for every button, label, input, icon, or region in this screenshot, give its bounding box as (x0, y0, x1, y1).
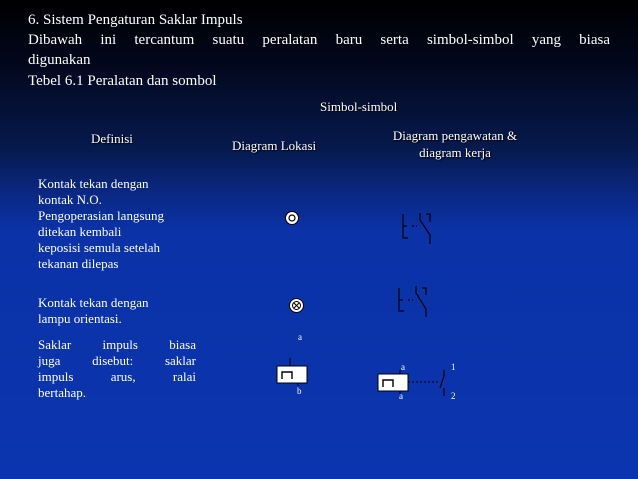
definition-row-1 (38, 176, 196, 272)
label-2: 2 (451, 391, 456, 401)
simbol-header: Simbol-simbol (320, 99, 398, 114)
lamp-button-symbol-icon (288, 297, 305, 314)
definition-line: kontak N.O. (38, 192, 102, 207)
intro-text-line-2: digunakan (28, 52, 91, 68)
definition-line: Saklar impuls biasa (38, 337, 196, 352)
label-a: a (399, 391, 403, 401)
definition-line: Kontak tekan dengan (38, 176, 149, 191)
col-header-definisi: Definisi (91, 131, 133, 146)
col-header-lokasi: Diagram Lokasi (232, 138, 317, 153)
impulse-switch-symbol-icon (276, 357, 310, 387)
definition-line: Pengoperasian langsung (38, 208, 165, 223)
definition-row-2 (38, 295, 196, 327)
label-a: a (401, 362, 405, 372)
definition-line: impuls arus, ralai (38, 369, 196, 384)
no-contact-symbol-icon (396, 283, 436, 319)
definition-line: Kontak tekan dengan (38, 295, 149, 310)
label-a: a (298, 332, 302, 342)
definition-line: ditekan kembali (38, 224, 122, 239)
definition-line: bertahap. (38, 385, 87, 400)
col-header-pengawatan-line2: diagram kerja (419, 145, 491, 160)
definition-line: tekanan dilepas (38, 256, 119, 271)
label-1: 1 (451, 362, 456, 372)
section-title: 6. Sistem Pengaturan Saklar Impuls (28, 12, 243, 28)
impulse-relay-symbol-icon (376, 368, 456, 398)
table-caption: Tebel 6.1 Peralatan dan sombol (28, 73, 217, 89)
definition-line: juga disebut: saklar (38, 353, 196, 368)
col-header-pengawatan (376, 127, 534, 161)
label-b: b (297, 386, 302, 396)
col-header-pengawatan-line1: Diagram pengawatan & (392, 128, 518, 143)
definition-line: lampu orientasi. (38, 311, 122, 326)
definition-line: keposisi semula setelah (38, 240, 161, 255)
no-contact-symbol-icon (400, 210, 440, 246)
definition-row-3 (38, 337, 196, 401)
push-button-symbol-icon (284, 210, 300, 226)
intro-text-line: Dibawah ini tercantum suatu peralatan baru serta simbol-simbol yang biasa (28, 32, 610, 48)
